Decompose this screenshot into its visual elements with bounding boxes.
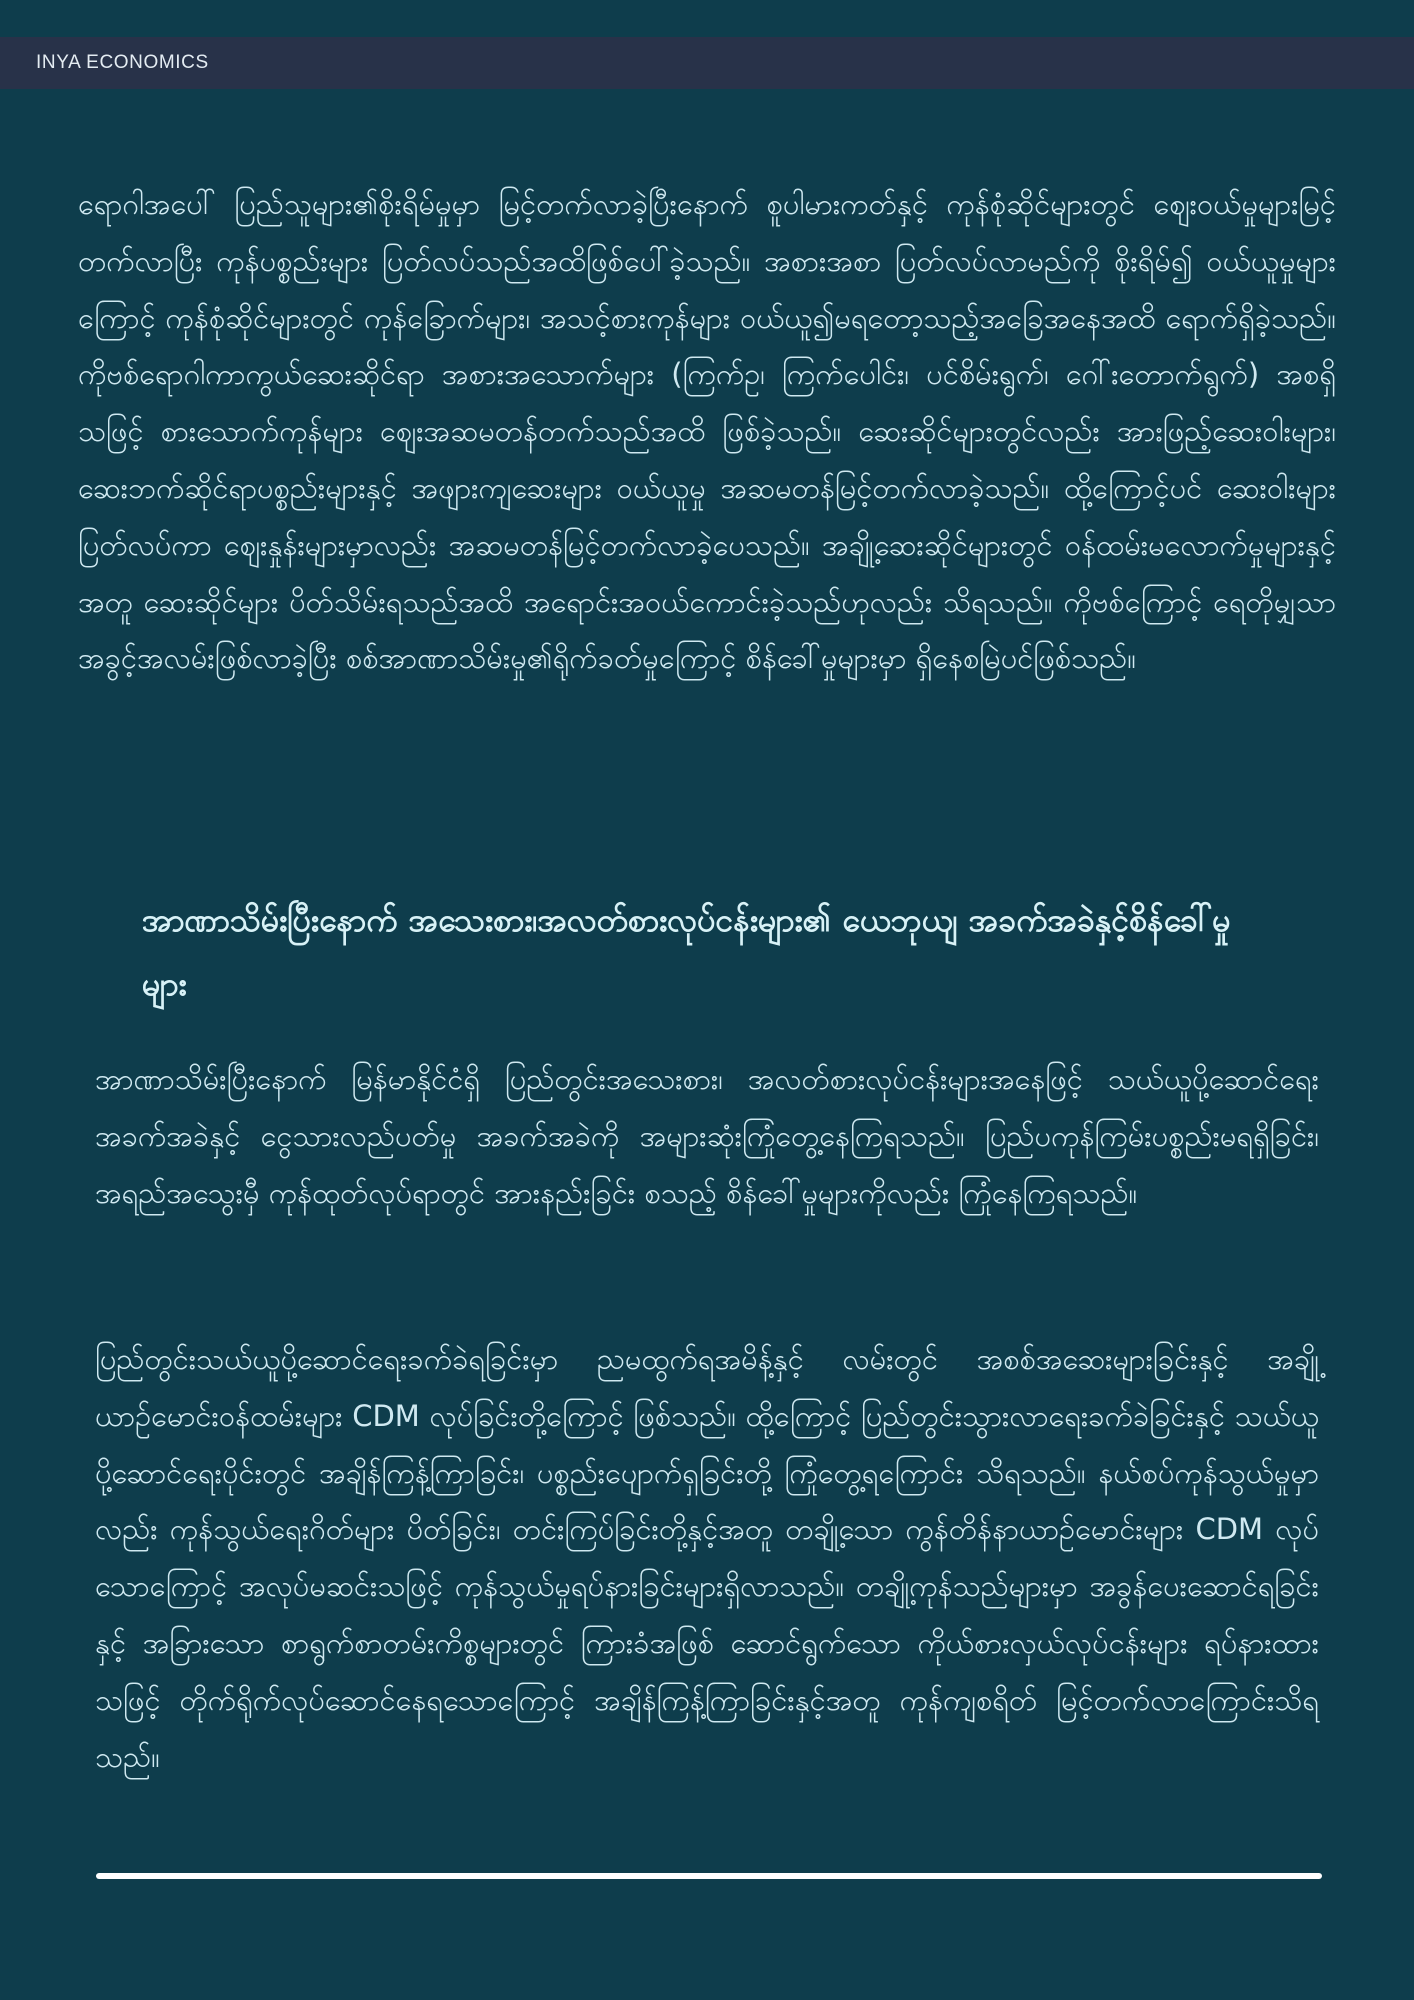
section-paragraph-1: အာဏာသိမ်းပြီးနောက် မြန်မာနိုင်ငံရှိ ပြည်တွင်းအသေးစား၊ အလတ်စားလုပ်ငန်းများအနေဖြင့် သယ်ယူပို့ဆောင်ရေး အခက်အခဲနှင့် ငွေသားလည်ပတ်မှု အခက်အခဲကို အများဆုံးကြုံတွေ့နေကြရသည်။ ပြည်ပကုန်ကြမ်းပစ္စည်းမရရှိခြင်း၊ အရည်အသွေးမှီ ကုန်ထုတ်လုပ်ရာတွင် အားနည်းခြင်း စသည့် စိန်ခေါ်မှုများကိုလည်း ကြုံနေကြရသည်။ [95,1062,1319,1210]
section-heading: အာဏာသိမ်းပြီးနောက် အသေးစား၊အလတ်စားလုပ်ငန်းများ၏ ယေဘုယျ အခက်အခဲနှင့်စိန်ခေါ်မှုများ [142,901,1231,1003]
section-paragraph-2: ပြည်တွင်းသယ်ယူပို့ဆောင်ရေးခက်ခဲရခြင်းမှာ ညမထွက်ရအမိန့်နှင့် လမ်းတွင် အစစ်အဆေးများခြင်းနှင့် အချို့ ယာဉ်မောင်းဝန်ထမ်းများ CDM လုပ်ခြင်းတို့ကြောင့် ဖြစ်သည်။ ထို့ကြောင့် ပြည်တွင်းသွားလာရေးခက်ခဲခြင်းနှင့် သယ်ယူပို့ဆောင်ရေးပိုင်းတွင် အချိန်ကြန့်ကြာခြင်း၊ ပစ္စည်းပျောက်ရှခြင်းတို့ ကြုံတွေ့ရကြောင်း သိရသည်။ နယ်စပ်ကုန်သွယ်မှုမှာလည်း ကုန်သွယ်ရေးဂိတ်များ ပိတ်ခြင်း၊ တင်းကြပ်ခြင်းတို့နှင့်အတူ တချို့သော ကွန်တိန်နာယာဉ်မောင်းများ CDM လုပ်သောကြောင့် အလုပ်မဆင်းသဖြင့် ကုန်သွယ်မှုရပ်နားခြင်းများရှိလာသည်။ တချို့ကုန်သည်များမှာ အခွန်ပေးဆောင်ရခြင်းနှင့် အခြားသော စာရွက်စာတမ်းကိစ္စများတွင် ကြားခံအဖြစ် ဆောင်ရွက်သော ကိုယ်စားလှယ်လုပ်ငန်းများ ရပ်နားထားသဖြင့် တိုက်ရိုက်လုပ်ဆောင်နေရသောကြောင့် အချိန်ကြန့်ကြာခြင်းနှင့်အတူ ကုန်ကျစရိတ် မြင့်တက်လာကြောင်းသိရသည်။ [95,1342,1319,1774]
bottom-divider [96,1873,1322,1879]
top-bar [0,37,1414,89]
intro-paragraph: ရောဂါအပေါ် ပြည်သူများ၏စိုးရိမ်မှုမှာ မြင့်တက်လာခဲ့ပြီးနောက် စူပါမားကတ်နှင့် ကုန်စုံဆိုင်များတွင် ဈေးဝယ်မှုများမြင့်တက်လာပြီး ကုန်ပစ္စည်းများ ပြတ်လပ်သည်အထိဖြစ်ပေါ်ခဲ့သည်။ အစားအစာ ပြတ်လပ်လာမည်ကို စိုးရိမ်၍ ဝယ်ယူမှုများကြောင့် ကုန်စုံဆိုင်များတွင် ကုန်ခြောက်များ၊ အသင့်စားကုန်များ ဝယ်ယူ၍မရတော့သည့်အခြေအနေအထိ ရောက်ရှိခဲ့သည်။ ကိုဗစ်ရောဂါကာကွယ်ဆေးဆိုင်ရာ အစားအသောက်များ (ကြက်ဥ၊ ကြက်ပေါင်း၊ ပင်စိမ်းရွက်၊ ဂေါ်းတောက်ရွက်) အစရှိသဖြင့် စားသောက်ကုန်များ ဈေးအဆမတန်တက်သည်အထိ ဖြစ်ခဲ့သည်။ ဆေးဆိုင်များတွင်လည်း အားဖြည့်ဆေးဝါးများ၊ ဆေးဘက်ဆိုင်ရာပစ္စည်းများနှင့် အဖျားကျဆေးများ ဝယ်ယူမှု အဆမတန်မြင့်တက်လာခဲ့သည်။ ထို့ကြောင့်ပင် ဆေးဝါးများပြတ်လပ်ကာ ဈေးနှုန်းများမှာလည်း အဆမတန်မြင့်တက်လာခဲ့ပေသည်။ အချို့ဆေးဆိုင်များတွင် ဝန်ထမ်းမလောက်မှုများနှင့်အတူ ဆေးဆိုင်များ ပိတ်သိမ်းရသည်အထိ အရောင်းအဝယ်ကောင်းခဲ့သည်ဟုလည်း သိရသည်။ ကိုဗစ်ကြောင့် ရေတိုမျှသာ အခွင့်အလမ်းဖြစ်လာခဲ့ပြီး စစ်အာဏာသိမ်းမှု၏ရိုက်ခတ်မှုကြောင့် စိန်ခေါ်မှုများမှာ ရှိနေစမြဲပင်ဖြစ်သည်။ [78,187,1336,676]
brand-name: INYA ECONOMICS [36,52,209,73]
